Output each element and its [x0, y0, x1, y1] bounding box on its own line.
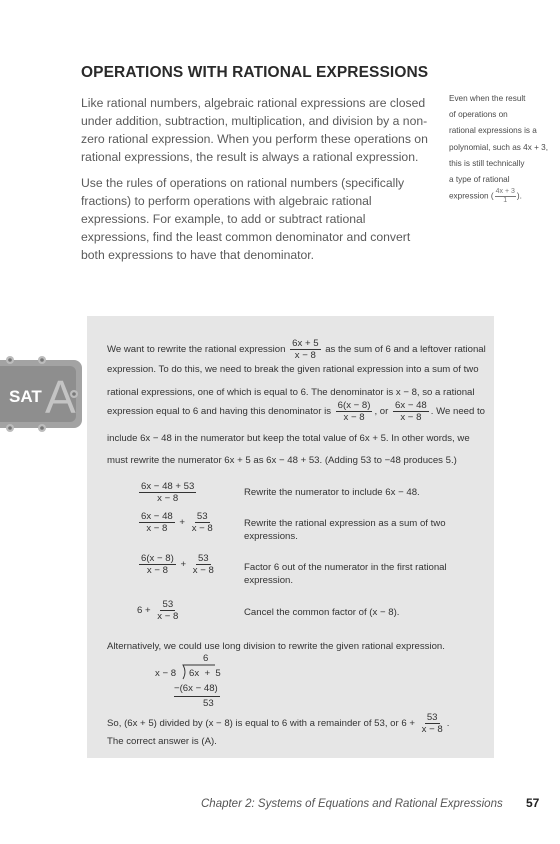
sat-answer-badge	[0, 346, 86, 442]
chapter-footer: Chapter 2: Systems of Equations and Rational Expressions	[201, 798, 503, 810]
fraction-6-times-x-minus-8: $\frac{6(x - 8)}{x - 8}$	[337, 400, 371, 423]
step-4-explanation: Cancel the common factor of (x − 8).	[244, 607, 400, 618]
long-division-divisor: x − 8	[155, 668, 177, 679]
section-heading: OPERATIONS WITH RATIONAL EXPRESSIONS	[81, 64, 429, 81]
sidebar-note: Even when the result of operations on rational expressions is a polynomial, such as 4x + 3, this is still technically a type of rational expression ( $\frac{4x + 3}{1}$ ).	[449, 94, 548, 205]
step-2-expression: $\frac{6x - 48}{x - 8}$ + $\frac{53}{x - 8}$	[141, 511, 213, 534]
answer-line-1: We want to rewrite the rational expression $\frac{6x + 5}{x - 8}$ as the sum of 6 and a leftover rational	[107, 338, 486, 361]
sidebar-fraction: $\frac{4x + 3}{1}$	[495, 188, 515, 205]
answer-line-2: expression. To do this, we need to break the given rational expression into a sum of two	[107, 364, 479, 375]
alternative-text: Alternatively, we could use long division to rewrite the given rational expression.	[107, 641, 445, 652]
fraction-6x-minus-48: $\frac{6x - 48}{x - 8}$	[395, 400, 427, 423]
step-2-explanation: Rewrite the rational expression as a sum of two expressions.	[244, 518, 446, 542]
step-3-expression: $\frac{6(x - 8)}{x - 8}$ + $\frac{53}{x - 8}$	[141, 553, 214, 576]
step-1-expression: $\frac{6x - 48 + 53}{x - 8}$	[141, 481, 195, 504]
answer-line-4: expression equal to 6 and having this denominator is $\frac{6(x - 8)}{x - 8}$ , or $\frac{6x - 48}{x - 8}$ . We need to	[107, 400, 485, 423]
svg-text:SAT: SAT	[9, 387, 42, 406]
intro-paragraph: Like rational numbers, algebraic rational expressions are closed under addition, subtraction, multiplication, and division by a non-zero rational expression. When you perform these operations on rational expressions, the result is always a rational expression.	[81, 96, 428, 164]
conclusion-line: So, (6x + 5) divided by (x − 8) is equal to 6 with a remainder of 53, or 6 + $\frac{53}{x - 8}$ .	[107, 712, 450, 735]
fraction-53-over-x-minus-8: $\frac{53}{x - 8}$	[421, 712, 443, 735]
long-division-rule	[174, 696, 220, 697]
long-division-subtraction: −(6x − 48)	[174, 683, 218, 694]
answer-line-5: include 6x − 48 in the numerator but keep the total value of 6x + 5. In other words, we	[107, 433, 470, 444]
svg-text:A: A	[45, 371, 76, 423]
step-4-expression: 6 + $\frac{53}{x - 8}$	[137, 599, 179, 622]
fraction-6x-plus-5: $\frac{6x + 5}{x - 8}$	[292, 338, 319, 361]
long-division-dividend: 6x + 5	[189, 668, 221, 679]
long-division-remainder: 53	[203, 698, 214, 709]
answer-line-6: must rewrite the numerator 6x + 5 as 6x − 48 + 53. (Adding 53 to −48 produces 5.)	[107, 455, 457, 466]
page-number: 57	[526, 796, 540, 810]
rules-paragraph: Use the rules of operations on rational numbers (specifically fractions) to perform operations with algebraic rational expressions. For example, to add or subtract rational expressions, find the least common denominator and convert both expressions to have that denominator.	[81, 176, 411, 262]
step-1-explanation: Rewrite the numerator to include 6x − 48.	[244, 487, 420, 498]
correct-answer: The correct answer is (A).	[107, 736, 217, 747]
step-3-explanation: Factor 6 out of the numerator in the first rational expression.	[244, 562, 447, 586]
badge-graphic	[0, 346, 86, 442]
long-division-quotient: 6	[203, 653, 209, 664]
answer-line-3: rational expressions, one of which is equal to 6. The denominator is x − 8, so a rational	[107, 387, 475, 398]
